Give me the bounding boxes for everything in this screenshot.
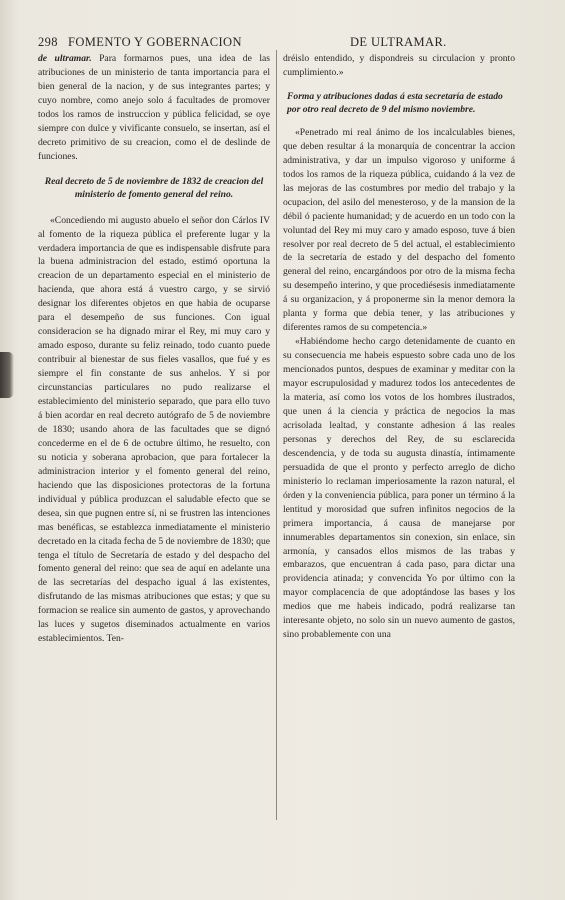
page-header [38, 35, 525, 51]
left-column [38, 52, 270, 646]
column-divider [276, 50, 277, 820]
right-column [283, 52, 515, 642]
decree-paragraph: «Concediendo mi augusto abuelo el señor don Cárlos IV al fomento de la riqueza pública el preferente lugar y la verdadera importancia de que es indispensable disfrute para la buena administracion del estado, estimó oportuna la creacion de un departamento especial en el ministerio de hacienda, que ahora está á vuestro cargo, y se sirvió designar los diferentes objetos en que habia de ocuparse para el desempeño de sus funciones. Con igual consideracion se ha dignado mirar el Rey, mi muy caro y amado esposo, durante su feliz reinado, todo cuanto puede contribuir al bienestar de sus fieles vasallos, que fué y es siempre el fin constante de sus anhelos. Y si por circunstancias particulares no pudo realizarse el establecimiento del ministerio separado, que para ello tuvo á bien acordar en real decreto autógrafo de 5 de noviembre de 1830; usando ahora de las facultades que se dignó concederme en el de 6 de octubre último, he resuelto, con su noticia y soberana aprobacion, que para fortalecer la administracion interior y el fomento general del reino, haciendo que las disposiciones protectoras de la fortuna individual y pública produzcan el saludable efecto que se desea, sin que pugnen entre sí, ni se frustren las intenciones mas benéficas, se establezca inmediatamente el ministerio decretado en la citada fecha de 5 de noviembre de 1830; que tenga el título de Secretaría de estado y del despacho del fomento general del reino: que sea de aquí en adelante una de las secretarías del despacho igual á las existentes, disfrutando de las mismas atribuciones que estas; y que su formacion se realice sin aumento de gastos, y aprovechando las luces y sugetos diseminados actualmente en varios establecimientos. Ten- [38, 214, 271, 645]
running-title-left: FOMENTO Y GOBERNACION [68, 35, 242, 49]
decree-closing: dréislo entendido, y dispondreis su circulacion y pronto cumplimiento.» [283, 53, 515, 78]
running-title-right: DE ULTRAMAR. [350, 35, 447, 49]
intro-text: Para formarnos pues, una idea de las atribuciones de un ministerio de tanta importancia para el bien general de la nacion, y de sus integrantes partes; y cuyo nombre, como anejo solo á facultades de promover todos los ramos de instruccion y pública felicidad, se oye siempre con dulce y vivificante consuelo, se insertan, así el decreto primitivo de su creacion, como el de deslinde de funciones. [38, 53, 271, 162]
second-decree-paragraph-2: «Habiéndome hecho cargo detenidamente de cuanto en su consecuencia me habeis espuesto sobre cada uno de los mencionados puntos, despues de examinar y meditar con la mayor escrupulosidad y madurez todos los antecedentes de la materia, así como los votos de los hombres ilustrados, que unen á la ciencia y práctica de negocios la mas acrisolada lealtad, y constante adhesion á las reales personas y derechos del Rey, de su esclarecida descendencia, y de toda su augusta dinastía, íntimamente persuadida de que el pronto y perfecto arreglo de dicho ministerio lo reclaman imperiosamente la razon natural, el órden y la conveniencia pública, para poner un término á la lentitud y morosidad que sufren infinitos negocios de la primera importancia, á causa de manejarse por innumerables departamentos sin conexion, sin enlace, sin armonía, y cansados ellos mismos de las trabas y embarazos, que encuentran á cada paso, para dictar una providencia atinada; y convencida Yo por último con la mayor complacencia de que adoptándose las bases y los medios que me habeis indicado, podrá realizarse tan interesante objeto, no solo sin un nuevo aumento de gastos, sino probablemente con una [283, 336, 515, 641]
intro-lead: de ultramar. [38, 53, 92, 64]
second-decree-heading: Forma y atribuciones dadas á esta secretaría de estado por otro real decreto de 9 del mismo noviembre. [287, 90, 503, 116]
second-decree-paragraph-1: «Penetrado mi real ánimo de los incalculables bienes, que deben resultar á la monarquía de concentrar la accion administrativa, y dar un impulso vigoroso y uniforme á todos los ramos de la riqueza pública, cuidando á la vez de las mejoras de las costumbres por medio del trabajo y la ocupacion, del asilo del menesteroso, y de la mansion de la débil ó paciente humanidad; y de acuerdo en un todo con la voluntad del Rey mi muy caro y amado esposo, tuve á bien resolver por real decreto de 5 del actual, el establecimiento de la secretaría de estado y del despacho del fomento general del reino, encargándoos por otro de la misma fecha su desempeño interino, y que procediésesis inmediatamente á su organizacion, y á proponerme sin la menor demora la planta y forma que debia tener, y las atribuciones y diferentes ramos de su competencia.» [283, 126, 515, 334]
binding-shadow [0, 352, 14, 398]
decree-heading: Real decreto de 5 de noviembre de 1832 de creacion del ministerio de fomento general del reino. [44, 175, 264, 201]
intro-paragraph [38, 52, 270, 164]
page-number: 298 [38, 35, 58, 49]
